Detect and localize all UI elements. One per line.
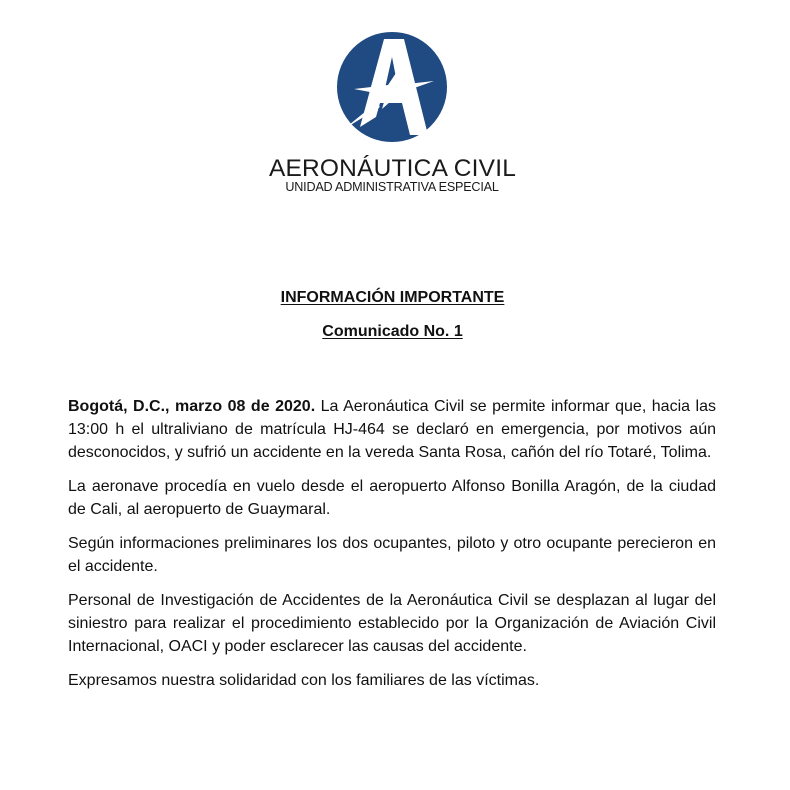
logo-name: AERONÁUTICA CIVIL <box>268 155 517 182</box>
document-body <box>68 395 716 703</box>
paragraph-3: Según informaciones preliminares los dos ocupantes, piloto y otro ocupante perecieron en el accidente. <box>68 535 716 575</box>
document-subtitle: Comunicado No. 1 <box>322 323 463 340</box>
paragraph-1-text: La Aeronáutica Civil se permite informar que, hacia las 13:00 h el ultraliviano de matrícula HJ-464 se declaró en emergencia, por motivos aún desconocidos, y sufrió un accidente en la vereda Santa Rosa, cañón del río Totaré, Tolima. <box>68 398 716 461</box>
paragraph-2: La aeronave procedía en vuelo desde el aeropuerto Alfonso Bonilla Aragón, de la ciudad de Cali, al aeropuerto de Guaymaral. <box>68 478 716 518</box>
logo-subtitle: UNIDAD ADMINISTRATIVA ESPECIAL <box>285 180 499 194</box>
dateline: Bogotá, D.C., marzo 08 de 2020. <box>68 398 316 415</box>
paragraph-1 <box>68 395 716 464</box>
header-logo <box>0 0 790 200</box>
paragraph-5: Expresamos nuestra solidaridad con los familiares de las víctimas. <box>68 672 540 689</box>
paragraph-4: Personal de Investigación de Accidentes de la Aeronáutica Civil se desplazan al lugar del siniestro para realizar el procedimiento establecido por la Organización de Aviación Civil Internacional, OACI y poder esclarecer las causas del accidente. <box>68 592 716 655</box>
aeronautica-civil-logo-icon <box>336 31 448 143</box>
document-title: INFORMACIÓN IMPORTANTE <box>280 289 505 306</box>
